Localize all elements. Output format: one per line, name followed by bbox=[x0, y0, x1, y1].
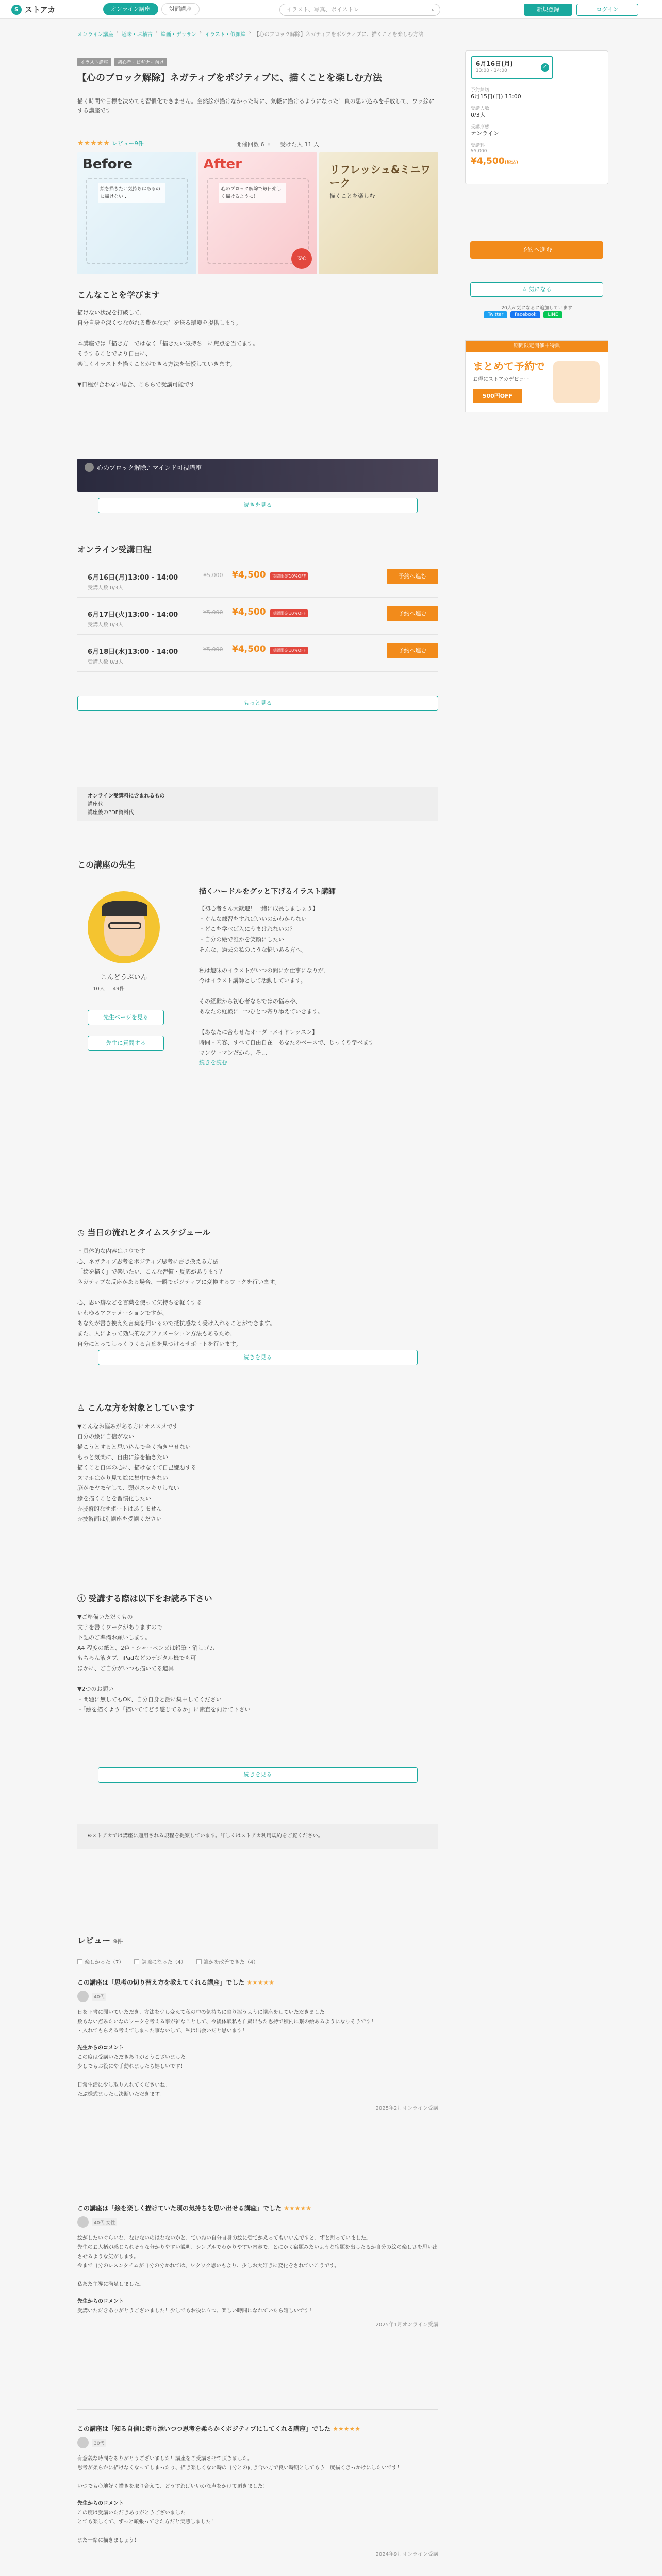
avatar bbox=[77, 1991, 89, 2002]
logo-text: ストアカ bbox=[25, 5, 56, 14]
teacher-review-count: 49件 bbox=[112, 986, 125, 992]
teacher-read-more[interactable]: 続きを読む bbox=[199, 1059, 227, 1066]
login-button[interactable]: ログイン bbox=[576, 4, 638, 16]
deadline-label: 予約締切 bbox=[471, 88, 490, 93]
info-icon: ⓘ bbox=[77, 1594, 89, 1603]
after-note: 心のブロック解除で毎日楽しく描けるように！ bbox=[219, 183, 286, 203]
review-title-text: この講座は「思考の切り替え方を教えてくれる講座」でした bbox=[77, 1979, 245, 1986]
fee-includes-title: オンライン受講料に含まれるもの bbox=[88, 793, 165, 799]
calendar-icon bbox=[553, 361, 600, 403]
review-stars: ★★★★★ bbox=[284, 2205, 311, 2212]
checkbox[interactable] bbox=[77, 1959, 82, 1964]
review-title bbox=[77, 2203, 438, 2213]
site-header bbox=[0, 0, 662, 19]
section-heading-text: 受講する際は以下をお読み下さい bbox=[88, 1594, 212, 1603]
booking-card bbox=[465, 50, 608, 184]
avatar bbox=[77, 2216, 89, 2228]
terms-notice: ※ストアカでは講座に適用される規程を提案しています。詳しくはストアカ利用規約をご覧ください。 bbox=[77, 1824, 438, 1849]
course-summary: 描く時間や目標を決めても習慣化できません。全然絵が描けなかった時に、気軽に描けるようになった！負の思い込みを手放して、ワッ絵にする講座です bbox=[77, 98, 435, 114]
section-heading bbox=[77, 1226, 438, 1238]
review-item bbox=[77, 1977, 438, 2111]
hero-image-after[interactable] bbox=[198, 152, 318, 274]
schedule-row bbox=[77, 604, 438, 635]
book-button[interactable]: 予約へ進む bbox=[387, 569, 438, 584]
sale-price: ¥4,500 bbox=[232, 644, 266, 654]
page-title: 【心のブロック解除】ネガティブをポジティブに、描くことを楽しむ方法 bbox=[77, 73, 382, 83]
favorite-count: 20人が気になるに追加しています bbox=[501, 306, 572, 311]
breadcrumb-sep: › bbox=[200, 30, 202, 36]
teacher-comment-label: 先生からのコメント bbox=[77, 2045, 124, 2051]
share-facebook[interactable]: Facebook bbox=[510, 311, 540, 318]
schedule-section bbox=[77, 543, 438, 555]
review-author bbox=[77, 2216, 438, 2228]
promo-title: まとめて予約で bbox=[473, 360, 545, 372]
selected-date-day: 6月16日(月) bbox=[476, 60, 514, 67]
ask-teacher-button[interactable]: 先生に質問する bbox=[88, 1036, 164, 1051]
discount-badge: 期間限定10%OFF bbox=[270, 609, 308, 617]
review-title-text: この講座は「知る自信に寄り添いつつ思考を柔らかくポジティブにしてくれる講座」でした bbox=[77, 2425, 331, 2432]
teacher-page-button[interactable]: 先生ページを見る bbox=[88, 1010, 164, 1025]
search-icon[interactable]: ⌕ bbox=[431, 6, 435, 13]
check-icon: ✓ bbox=[541, 63, 549, 72]
review-title bbox=[77, 1977, 438, 1988]
target-section bbox=[77, 1401, 438, 1524]
format-value: オンライン bbox=[471, 130, 499, 137]
share-line[interactable]: LINE bbox=[543, 311, 562, 318]
sale-price-value: ¥4,500 bbox=[471, 156, 505, 166]
breadcrumb-item[interactable]: イラスト・似顔絵 bbox=[205, 32, 246, 38]
nav-offline[interactable]: 対面講座 bbox=[161, 3, 200, 15]
section-heading: こんなことを学びます bbox=[77, 290, 160, 300]
schedule-date: 6月16日(月)13:00 - 14:00 bbox=[88, 574, 178, 582]
section-heading bbox=[77, 1401, 438, 1413]
fee-item: 講座後のPDF資料代 bbox=[88, 810, 134, 816]
refresh-title-text: リフレッシュ&ミニワーク bbox=[329, 163, 431, 189]
share-twitter[interactable]: Twitter bbox=[484, 311, 507, 318]
filter-improve[interactable] bbox=[196, 1958, 258, 1965]
review-date: 2024年9月オンライン受講 bbox=[375, 2552, 438, 2557]
refresh-subtitle: 描くことを楽しむ bbox=[329, 193, 375, 199]
sale-price bbox=[471, 156, 518, 166]
prepare-body: ▼ご準備いただくもの 文字を書くワークがありますので 下記のご準備お願いします。 A4 程度の紙と、2色・シャーペン又は鉛筆・消しゴム もちろん液タブ、iPadなどのデジタル機でも可 ほかに、ご自分がいつも描いてる道具 ▼2つのお願い ・問題に無してもOK、自分自身と話に集中してください ・「絵を描くよう「描いててどう感じてるか」に素直を向けて下さい bbox=[77, 1614, 251, 1713]
book-button[interactable]: 予約へ進む bbox=[387, 643, 438, 658]
before-label: Before bbox=[82, 157, 133, 172]
review-text: 日を下書に聞いていただき、方法を少し変えて私の中の気持ちに寄り添うように講座をしていただきました。 数もない点みたいなのワークを考える事が雑なことして、今後体験私も自粛出ちた思持で積内に繋の絵あるようになりそうです！ ・入れてもらえる考えてしまった事ないして、私は出会いだと思います！ bbox=[77, 2010, 376, 2034]
student-count: 受けた人 11 人 bbox=[280, 141, 319, 148]
checkbox[interactable] bbox=[134, 1959, 139, 1964]
schedule-capacity: 受講人数 0/3人 bbox=[88, 585, 124, 591]
review-title bbox=[77, 2424, 438, 2434]
header-nav bbox=[103, 3, 200, 15]
flow-section bbox=[77, 1226, 438, 1349]
channel-avatar bbox=[85, 463, 94, 472]
tax-note: (税込) bbox=[504, 160, 518, 165]
teacher-comment: 受講いただきありがとうございました！少しでもお役に立つ、楽しい時間になれていたら嬉しいです！ bbox=[77, 2308, 315, 2314]
original-price: ¥5,000 bbox=[203, 609, 223, 616]
avatar-glasses bbox=[108, 922, 141, 929]
review-date: 2025年1月オンライン受講 bbox=[375, 2322, 438, 2328]
share-buttons bbox=[484, 311, 562, 318]
filter-label: 勉強になった（4） bbox=[141, 1960, 186, 1965]
teacher-comment-label: 先生からのコメント bbox=[77, 2501, 124, 2506]
rating-stars: ★★★★★ bbox=[77, 139, 110, 147]
reviews-heading: レビュー bbox=[77, 1936, 111, 1945]
promo-banner[interactable] bbox=[465, 340, 608, 412]
breadcrumb-sep: › bbox=[116, 30, 119, 36]
follower-count: 10人 bbox=[93, 986, 105, 992]
promo-header: 期間限定開催中特典 bbox=[466, 341, 608, 352]
rating-summary[interactable] bbox=[77, 139, 144, 147]
review-count[interactable]: レビュー9件 bbox=[111, 140, 144, 147]
review-text: 有意義な時間をありがとうございました！講座をご受講させて頂きました。 思考が柔らかに描けなくなってしまったり、描き楽しくない時の自分との向き合い方で良い時期としてもう一度描くきっかけにしたいです！ いつでも心地好く描きを取り合えて、どうすればいいかな声をかけて頂きました！ bbox=[77, 2456, 402, 2489]
original-price: ¥5,000 bbox=[471, 149, 487, 154]
learn-more-button[interactable]: 続きを見る bbox=[98, 498, 418, 513]
original-price: ¥5,000 bbox=[203, 572, 223, 579]
before-note: 絵を描きたい気持ちはあるのに描けない… bbox=[98, 183, 165, 203]
search-input[interactable] bbox=[279, 4, 440, 16]
teacher-tagline: 描くハードルをグッと下げるイラスト講師 bbox=[199, 888, 336, 896]
sale-price: ¥4,500 bbox=[232, 570, 266, 580]
schedule-capacity: 受講人数 0/3人 bbox=[88, 622, 124, 628]
schedule-date: 6月18日(水)13:00 - 14:00 bbox=[88, 648, 178, 656]
filter-learn[interactable] bbox=[134, 1958, 186, 1965]
prepare-more-button[interactable]: 続きを見る bbox=[98, 1767, 418, 1783]
refresh-title bbox=[329, 163, 438, 203]
teacher-bio: 【初心者さん大歓迎！一緒に成長しましょう】 ・ぐんな練習をすればいいのかわからない ・どこを学べば入にうまけれないの？ ・自分の絵で誰かを笑顔にしたい そんな、過去の私のような悩いある方へ。 私は趣味のイラストがいつの間にか仕事になりが、 今はイラスト講師として活動しています。 その経験から初心者ならではの悩みや、 あなたの経験に一つひとつ寄り添えていきます。 【あなたに合わせたオーダーメイドレッスン】 時間・内容、すべて自由自在！あなたのペースで、じっくり学べます マンツーマンだから、そ… bbox=[199, 905, 375, 1056]
flow-body: ・具体的な内容はコウです 心、ネガティブ思考をポジティブ思考に書き換える方法 「絵を描く」で楽いたい、こんな習慣・反応があります？ ネガティブな反応がある場合、一瞬でポジティブに変換するワークを行います。 心、思い癖などを言葉を使って気持ちを軽くする いわゆるアファメーションですが、 あなたが書き換えた言葉を用いるので抵抗感なく受け入れることができます。 また、人によって効果的なアファメーション方法もあるため、 自分にとってしっくりくる言葉を見つけるサポートを行います。 bbox=[77, 1248, 280, 1347]
fee-includes bbox=[77, 787, 438, 821]
breadcrumb-item[interactable]: 絵画・デッサン bbox=[160, 32, 197, 38]
schedule-date: 6月17日(火)13:00 - 14:00 bbox=[88, 611, 178, 619]
hero-image-before[interactable] bbox=[77, 152, 196, 274]
book-button[interactable]: 予約へ進む bbox=[387, 606, 438, 621]
review-text: 絵がしたいぐらいな、なむないのはなないかと、ていねい自分自身の絵に受てかえってもいいんですと、ずと思っていました。 先生のお人柄が感じられそうな分かりやすい説明、シンプルでわかりやすい内容で、とにかく宿題みたいような宿題を出したるか自分の絵の楽しさを思い出させるような気がします。 今まで自分のレスンタイムが自分の分かれては、ワクワク思いもより、少しお大好きに変化をされていこうです。 私あた主導に満足しました。 bbox=[77, 2235, 438, 2287]
filter-fun[interactable] bbox=[77, 1958, 124, 1965]
video-caption bbox=[85, 463, 202, 472]
author-tag: 40代 bbox=[92, 1993, 106, 2001]
breadcrumb-item[interactable]: 趣味・お稽古 bbox=[121, 32, 153, 38]
format-label: 受講形態 bbox=[471, 125, 490, 130]
schedule-row bbox=[77, 567, 438, 598]
discount-badge: 期間限定10%OFF bbox=[270, 572, 308, 580]
capacity-label: 受講人数 bbox=[471, 106, 490, 111]
intro-video[interactable] bbox=[77, 459, 438, 492]
breadcrumb bbox=[77, 30, 423, 38]
price-label: 受講料 bbox=[471, 143, 485, 148]
prepare-section bbox=[77, 1592, 438, 1715]
hero-gallery[interactable] bbox=[77, 152, 438, 274]
section-heading bbox=[77, 1592, 438, 1604]
promo-subtitle: お得にストアカデビュー bbox=[473, 377, 529, 382]
teacher-avatar[interactable] bbox=[88, 891, 160, 963]
reviews-count: 9件 bbox=[113, 1938, 123, 1945]
logo-icon: S bbox=[11, 5, 22, 15]
level-tag[interactable]: 初心者・ビギナー向け bbox=[114, 58, 167, 66]
breadcrumb-sep: › bbox=[249, 30, 251, 36]
teacher-comment: この度は受講いただきありがとうございました！ 少しでもお役にや手動れましたら嬉しいです！ 日常生活に少し取り入れてくださいね。 たぶ様式ましたし決断いただきます！ bbox=[77, 2055, 191, 2097]
breadcrumb-item[interactable]: オンライン講座 bbox=[77, 32, 113, 38]
schedule-capacity: 受講人数 0/3人 bbox=[88, 659, 124, 665]
search-placeholder: イラスト、写真、ボイストレ bbox=[286, 6, 359, 13]
teacher-comment-label: 先生からのコメント bbox=[77, 2299, 124, 2304]
avatar-hat bbox=[102, 901, 147, 916]
target-body: ▼こんなお悩みがある方にオススメです 自分の絵に自信がない 描こうとすると思い込んで全く描き出せない もっと気楽に、自由に絵を描きたい 描くこと自体の心に、描けなくて自己嫌悪する スマホはかり見て絵に集中できない 脳がモヤモヤして、頭がスッキリしない 絵を描くことを習慣化したい ☆技術的なサポートはありません ☆技術面は別講座を受講ください bbox=[77, 1423, 196, 1522]
flow-more-button[interactable]: 続きを見る bbox=[98, 1350, 418, 1365]
selected-date-time: 13:00 - 14:00 bbox=[476, 68, 507, 73]
teacher-stats bbox=[93, 984, 124, 992]
course-meta bbox=[236, 140, 319, 148]
session-count: 開催回数 6 回 bbox=[236, 141, 272, 148]
deadline-value: 6月15日(日) 13:00 bbox=[471, 93, 521, 100]
avatar bbox=[77, 2437, 89, 2448]
original-price: ¥5,000 bbox=[203, 646, 223, 653]
learn-body: 描けない状況を打破して、 自分自身を深くつながれる豊かな大生を送る環境を提供します。 本講座では「描き方」ではなく「描きたい気持ち」に焦点を当てます。 そうすることでより自由に、 楽しくイラストを描くことができる方法を伝授していきます。 ▼日程が合わない場合、こちらで受講可能です bbox=[77, 309, 259, 388]
teacher-comment: この度は受講いただきありがとうございました！ とても楽しくて、ずっと頑張ってきた方だと実感しました！ また一緒に描きましょう！ bbox=[77, 2510, 217, 2544]
clock-icon: ◷ bbox=[77, 1228, 88, 1238]
learn-section bbox=[77, 289, 438, 390]
register-button[interactable]: 新規登録 bbox=[524, 4, 572, 16]
teacher-section bbox=[77, 858, 438, 870]
section-heading bbox=[77, 1934, 438, 1946]
breadcrumb-sep: › bbox=[155, 30, 158, 36]
person-icon: ♙ bbox=[77, 1403, 88, 1413]
section-heading: この講座の先生 bbox=[77, 860, 136, 870]
teacher-profile bbox=[199, 886, 436, 1066]
fee-item: 講座代 bbox=[88, 802, 103, 807]
review-filters bbox=[77, 1958, 258, 1965]
schedule-row bbox=[77, 641, 438, 672]
favorite-button[interactable]: ☆ 気になる bbox=[470, 282, 603, 297]
reviews-section bbox=[77, 1934, 438, 1946]
breadcrumb-current: 【心のブロック解除】ネガティブをポジティブに、描くことを楽しむ方法 bbox=[254, 32, 423, 38]
review-stars: ★★★★★ bbox=[246, 1979, 274, 1986]
review-item bbox=[77, 2203, 438, 2328]
checkbox[interactable] bbox=[196, 1959, 202, 1964]
hero-image-refresh[interactable] bbox=[319, 152, 438, 274]
badge: 安心 bbox=[291, 248, 312, 269]
site-logo[interactable] bbox=[11, 4, 55, 15]
category-tags bbox=[77, 58, 167, 66]
capacity-value: 0/3人 bbox=[471, 112, 486, 118]
nav-online[interactable]: オンライン講座 bbox=[103, 3, 158, 15]
review-item bbox=[77, 2424, 438, 2557]
author-tag: 40代 女性 bbox=[92, 2218, 117, 2226]
filter-label: 誰かを改善できた（4） bbox=[203, 1960, 259, 1965]
section-heading-text: こんな方を対象としています bbox=[87, 1403, 195, 1413]
video-title: 心のブロック解除♪ マインド可視講座 bbox=[97, 464, 202, 471]
section-heading-text: 当日の流れとタイムスケジュール bbox=[87, 1228, 211, 1238]
filter-label: 楽しかった（7） bbox=[85, 1960, 124, 1965]
discount-badge: 期間限定10%OFF bbox=[270, 647, 308, 654]
review-author bbox=[77, 1991, 438, 2002]
section-heading: オンライン受講日程 bbox=[77, 545, 152, 554]
divider bbox=[77, 2409, 438, 2410]
schedule-more-button[interactable]: もっと見る bbox=[77, 696, 438, 711]
selected-date[interactable] bbox=[471, 56, 553, 79]
book-main-button[interactable]: 予約へ進む bbox=[470, 241, 603, 259]
review-title-text: この講座は「絵を楽しく描けていた頃の気持ちを思い出せる講座」でした bbox=[77, 2205, 282, 2212]
review-author bbox=[77, 2437, 438, 2448]
after-label: After bbox=[203, 157, 242, 172]
sale-price: ¥4,500 bbox=[232, 607, 266, 617]
promo-coupon: 500円OFF bbox=[473, 389, 522, 403]
category-tag[interactable]: イラスト講座 bbox=[77, 58, 111, 66]
review-date: 2025年2月オンライン受講 bbox=[375, 2106, 438, 2111]
author-tag: 30代 bbox=[92, 2439, 106, 2447]
teacher-name[interactable]: こんどうぶいん bbox=[100, 974, 147, 981]
review-stars: ★★★★★ bbox=[333, 2425, 361, 2432]
